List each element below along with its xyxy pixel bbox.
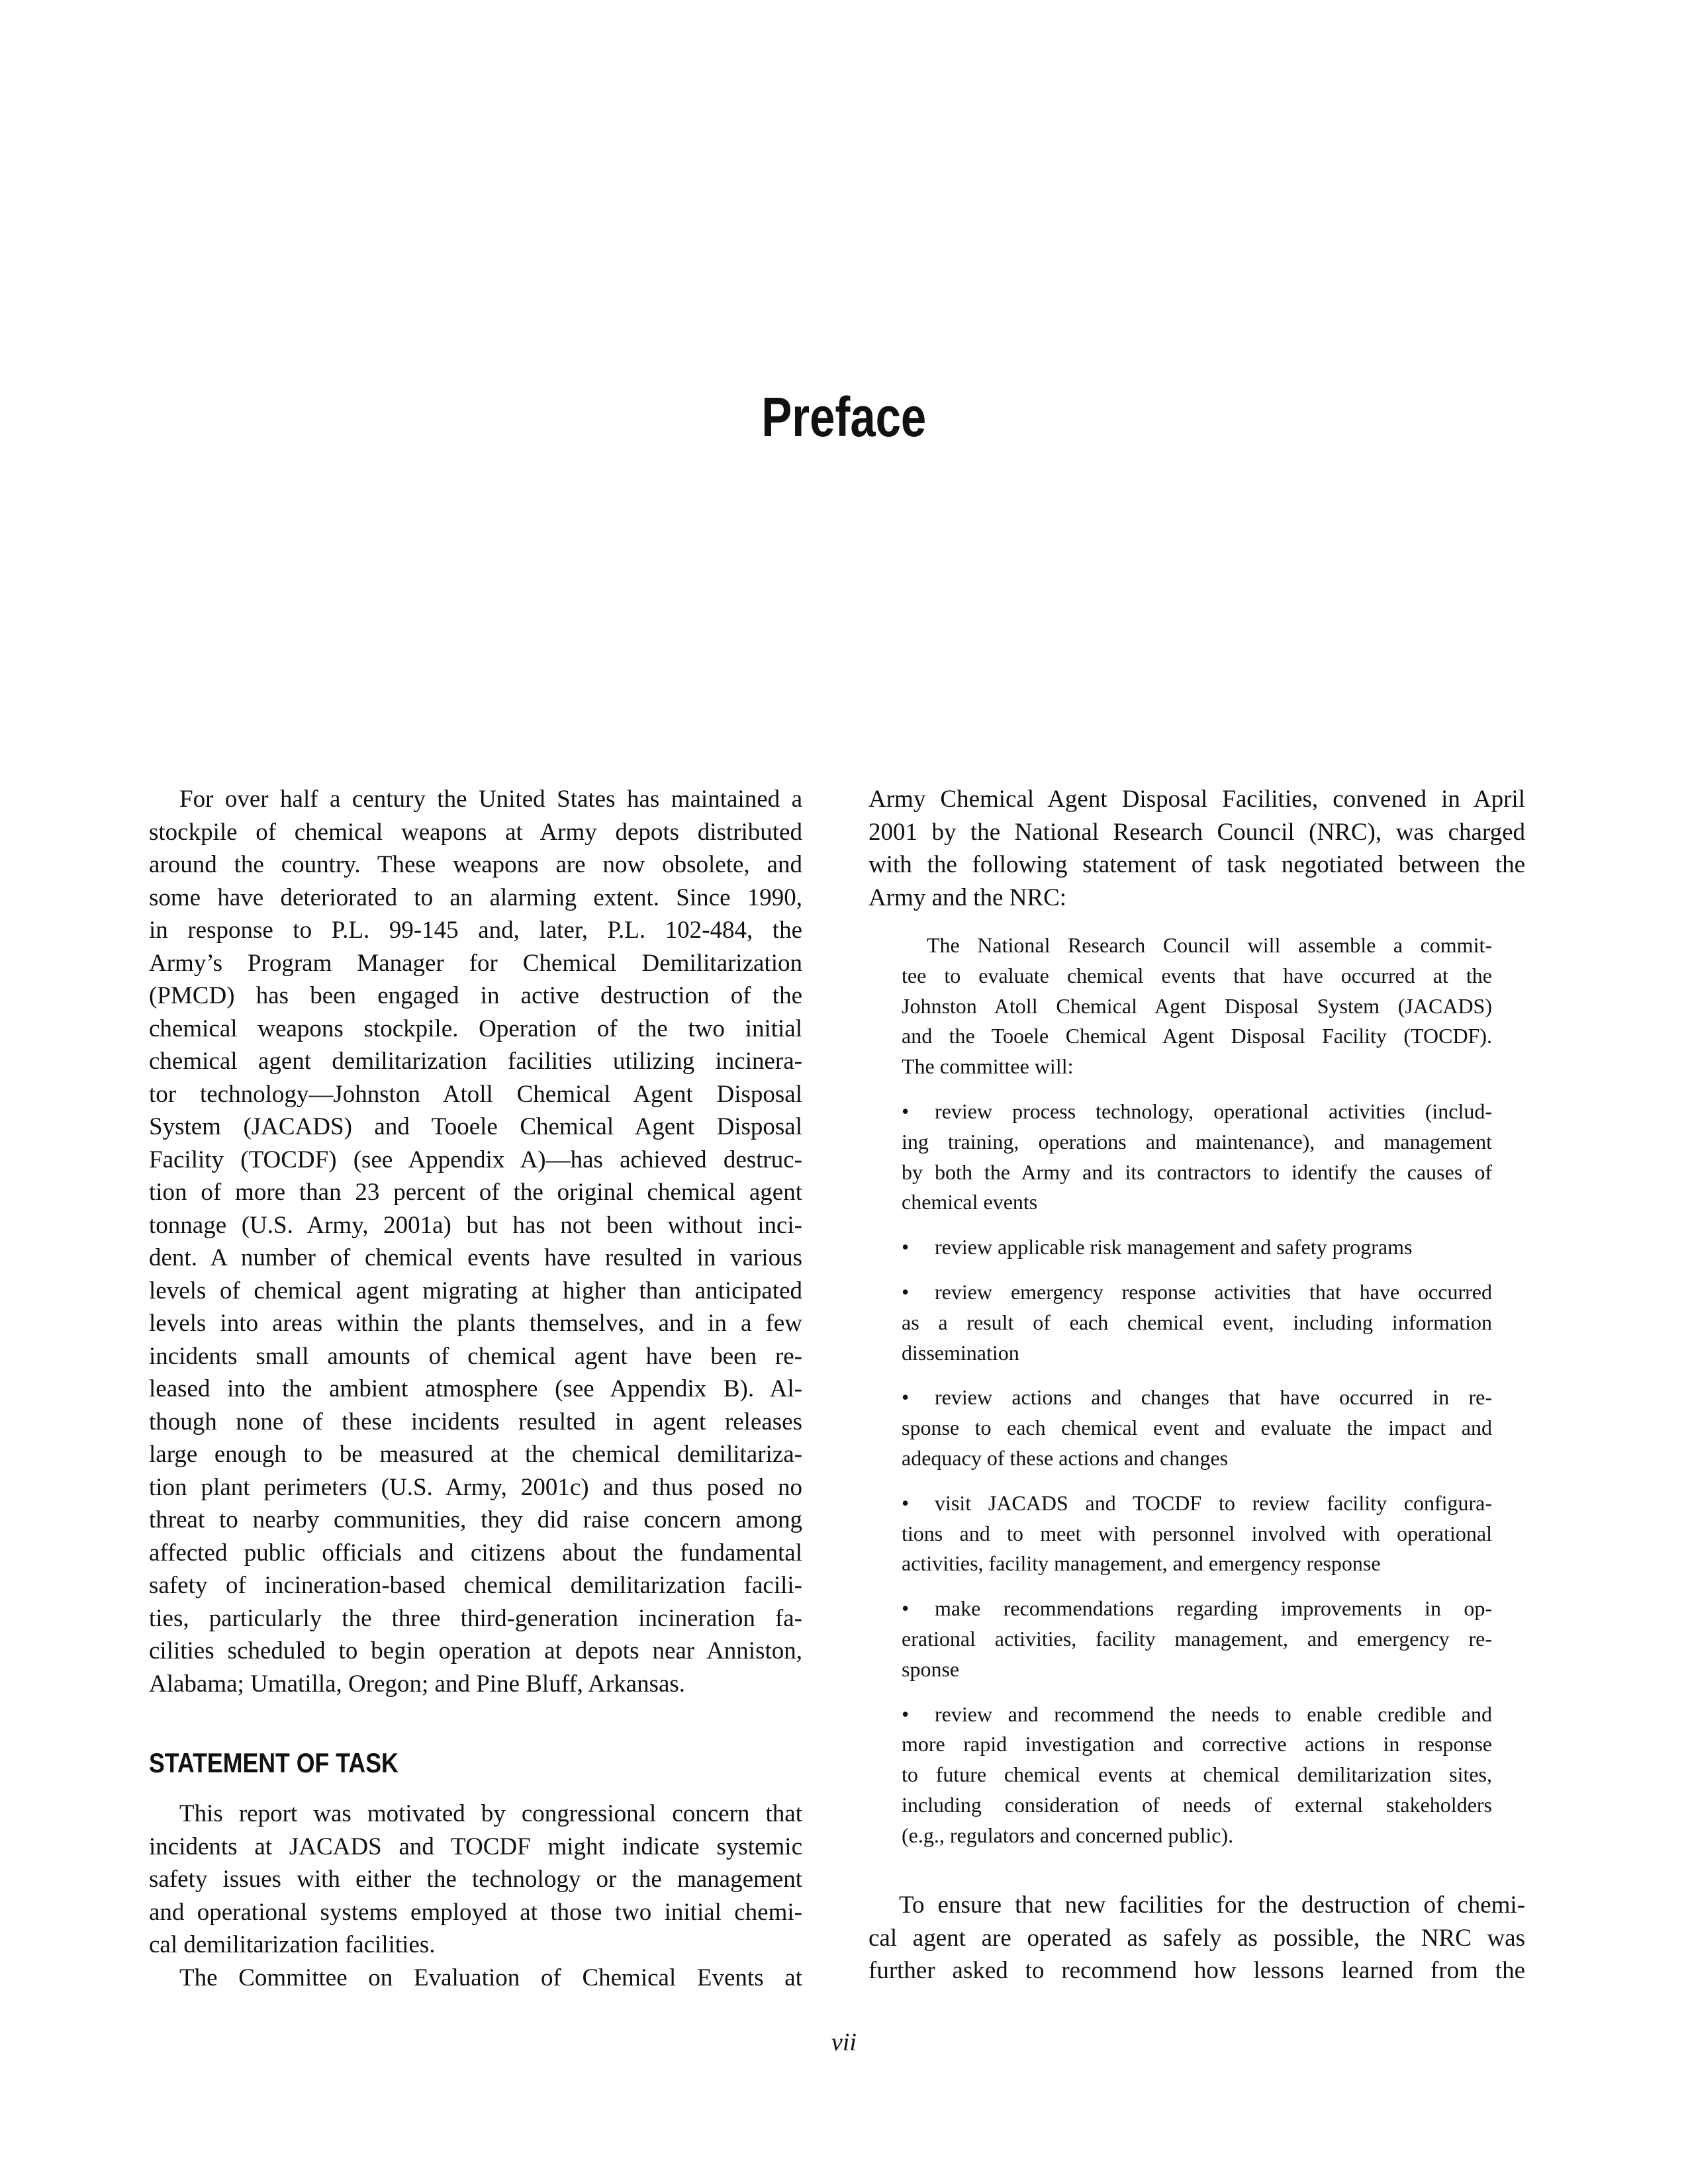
text-line: ing training, operations and maintenance), and management xyxy=(902,1129,1492,1154)
task-bullet-item xyxy=(902,1277,1492,1368)
text-line: cal demilitarization facilities. xyxy=(149,1931,436,1958)
task-bullet-item xyxy=(902,1097,1492,1218)
text-line-content: make recommendations regarding improvements in op- xyxy=(935,1596,1492,1621)
text-line: tion plant perimeters (U.S. Army, 2001c) and thus posed no xyxy=(149,1473,802,1501)
text-line: dissemination xyxy=(902,1340,1019,1365)
text-line: safety issues with either the technology or the management xyxy=(149,1866,802,1893)
bullet-icon: • xyxy=(902,1385,910,1410)
text-line-content: review applicable risk management and safety programs xyxy=(935,1235,1413,1259)
text-line: Johnston Atoll Chemical Agent Disposal System (JACADS) xyxy=(902,993,1492,1018)
text-line: leased into the ambient atmosphere (see Appendix B). Al- xyxy=(149,1375,802,1402)
ensure-paragraph xyxy=(868,1889,1525,1987)
text-line: including consideration of needs of external stakeholders xyxy=(902,1792,1492,1817)
text-line: This report was motivated by congressional concern that xyxy=(179,1800,802,1827)
text-line: and operational systems employed at those two initial chemi- xyxy=(149,1898,802,1926)
text-line: Facility (TOCDF) (see Appendix A)—has achieved destruc- xyxy=(149,1146,802,1173)
text-line: tor technology—Johnston Atoll Chemical Agent Disposal xyxy=(149,1080,802,1108)
committee-paragraph xyxy=(868,783,1525,914)
text-line: threat to nearby communities, they did raise concern among xyxy=(149,1506,802,1533)
text-line xyxy=(902,1277,1492,1308)
bullet-icon: • xyxy=(902,1279,910,1304)
text-line: levels into areas within the plants themselves, and in a few xyxy=(149,1310,802,1337)
motivation-paragraph xyxy=(149,1797,802,1994)
text-line: affected public officials and citizens about the fundamental xyxy=(149,1539,802,1567)
text-line xyxy=(902,1097,1492,1127)
task-bullet-item xyxy=(902,1700,1492,1851)
text-line: by both the Army and its contractors to identify the causes of xyxy=(902,1160,1492,1184)
text-line xyxy=(902,1383,1492,1413)
page-number: vii xyxy=(831,2028,857,2056)
text-line: incidents at JACADS and TOCDF might indicate systemic xyxy=(149,1833,802,1860)
text-line: sponse to each chemical event and evaluate the impact and xyxy=(902,1416,1492,1440)
text-line: incidents small amounts of chemical agent have been re- xyxy=(149,1342,802,1370)
text-line: Alabama; Umatilla, Oregon; and Pine Bluff, Arkansas. xyxy=(149,1670,686,1698)
bullet-icon: • xyxy=(902,1235,910,1259)
text-line-content: review emergency response activities that have occurred xyxy=(935,1279,1492,1304)
text-line: System (JACADS) and Tooele Chemical Agent Disposal xyxy=(149,1113,802,1140)
bullet-icon: • xyxy=(902,1099,910,1123)
intro-paragraph xyxy=(149,783,802,1700)
text-line xyxy=(902,1232,1492,1263)
page-title-text: Preface xyxy=(761,386,927,448)
task-bullet-item xyxy=(902,1488,1492,1579)
text-line: levels of chemical agent migrating at higher than anticipated xyxy=(149,1277,802,1304)
text-line: with the following statement of task negotiated between the xyxy=(868,851,1525,878)
bullet-icon: • xyxy=(902,1490,910,1515)
text-line: tonnage (U.S. Army, 2001a) but has not been without inci- xyxy=(149,1211,802,1239)
text-line: further asked to recommend how lessons learned from the xyxy=(868,1957,1525,1984)
text-line: The National Research Council will assemble a commit- xyxy=(927,933,1492,957)
text-line: (e.g., regulators and concerned public). xyxy=(902,1823,1234,1847)
text-line: erational activities, facility management, and emergency re- xyxy=(902,1626,1492,1651)
quote-intro xyxy=(902,931,1492,1082)
text-line: activities, facility management, and emergency response xyxy=(902,1551,1381,1576)
text-line: to future chemical events at chemical demilitarization sites, xyxy=(902,1762,1492,1787)
section-heading: STATEMENT OF TASK xyxy=(149,1747,399,1778)
bullet-icon: • xyxy=(902,1596,910,1621)
text-line: The committee will: xyxy=(902,1054,1074,1079)
motivation-text xyxy=(149,1797,802,1962)
text-line: 2001 by the National Research Council (NRC), was charged xyxy=(868,818,1525,846)
text-line: tee to evaluate chemical events that have occurred at the xyxy=(902,963,1492,987)
text-line: and the Tooele Chemical Agent Disposal Facility (TOCDF). xyxy=(902,1024,1492,1048)
text-line: in response to P.L. 99-145 and, later, P.L. 102-484, the xyxy=(149,917,802,944)
text-line: around the country. These weapons are now obsolete, and xyxy=(149,851,802,878)
text-line: sponse xyxy=(902,1657,960,1681)
text-line-content: review and recommend the needs to enable credible and xyxy=(935,1702,1492,1726)
text-line xyxy=(902,1594,1492,1624)
text-line: dent. A number of chemical events have resulted in various xyxy=(149,1244,802,1271)
text-line: Army’s Program Manager for Chemical Demilitarization xyxy=(149,949,802,977)
text-line: chemical agent demilitarization facilities utilizing incinera- xyxy=(149,1048,802,1075)
text-line: more rapid investigation and corrective actions in response xyxy=(902,1732,1492,1756)
text-line: as a result of each chemical event, including information xyxy=(902,1310,1492,1334)
text-line: tions and to meet with personnel involved with operational xyxy=(902,1521,1492,1545)
task-bullet-item xyxy=(902,1232,1492,1263)
text-line-content: review actions and changes that have occurred in re- xyxy=(935,1385,1492,1410)
text-line: safety of incineration-based chemical demilitarization facili- xyxy=(149,1572,802,1599)
text-line-content: visit JACADS and TOCDF to review facility configura- xyxy=(935,1490,1492,1515)
text-line: cal agent are operated as safely as possible, the NRC was xyxy=(868,1924,1525,1952)
text-line: The Committee on Evaluation of Chemical Events at xyxy=(179,1964,802,1991)
task-bullet-item xyxy=(902,1383,1492,1473)
text-line: adequacy of these actions and changes xyxy=(902,1445,1229,1470)
text-line xyxy=(902,1488,1492,1519)
text-line: though none of these incidents resulted in agent releases xyxy=(149,1408,802,1435)
text-line: some have deteriorated to an alarming extent. Since 1990, xyxy=(149,884,802,911)
text-line: chemical weapons stockpile. Operation of the two initial xyxy=(149,1015,802,1042)
text-line: For over half a century the United States has maintained a xyxy=(179,786,802,813)
text-line: tion of more than 23 percent of the original chemical agent xyxy=(149,1179,802,1206)
text-line: chemical events xyxy=(902,1190,1038,1214)
text-line: (PMCD) has been engaged in active destruction of the xyxy=(149,982,802,1009)
committee-text xyxy=(149,1962,802,1995)
bullet-icon: • xyxy=(902,1702,910,1726)
statement-of-task-quote xyxy=(902,931,1492,1851)
text-line: cilities scheduled to begin operation at depots near Anniston, xyxy=(149,1637,802,1664)
task-bullet-list xyxy=(902,1097,1492,1851)
text-line: stockpile of chemical weapons at Army depots distributed xyxy=(149,818,802,846)
page-title xyxy=(0,387,1688,447)
text-line: Army Chemical Agent Disposal Facilities, convened in April xyxy=(868,786,1525,813)
text-line: large enough to be measured at the chemical demilitariza- xyxy=(149,1441,802,1468)
text-line: Army and the NRC: xyxy=(868,884,1067,911)
text-line: ties, particularly the three third-generation incineration fa- xyxy=(149,1604,802,1632)
text-line: To ensure that new facilities for the destruction of chemi- xyxy=(899,1891,1525,1919)
task-bullet-item xyxy=(902,1594,1492,1684)
text-line xyxy=(902,1700,1492,1730)
text-line-content: review process technology, operational activities (includ- xyxy=(935,1099,1492,1123)
